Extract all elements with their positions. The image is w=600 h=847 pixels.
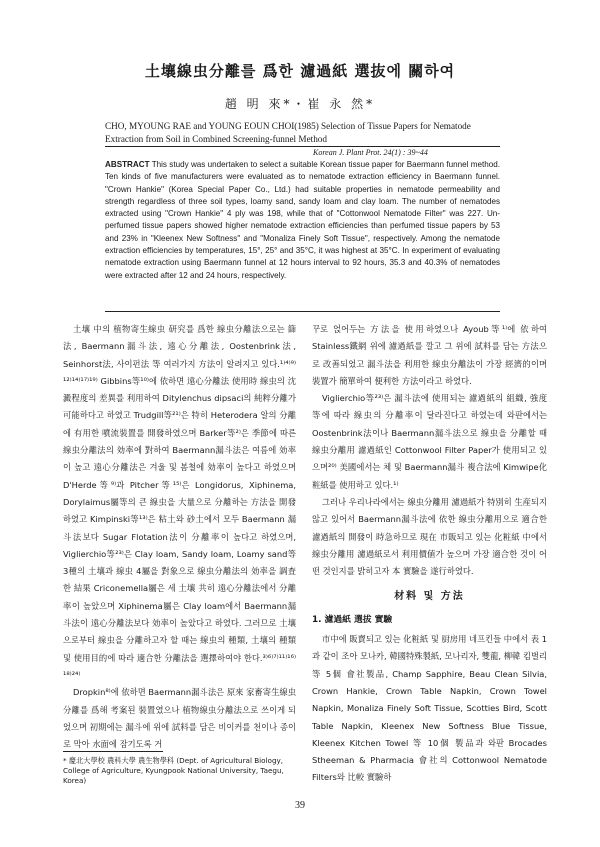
author-list: 趙 明 來*・崔 永 然* [224, 97, 376, 111]
journal-reference: Korean J. Plant Prot. 24(1) : 39~44 [313, 148, 428, 157]
left-column [63, 321, 296, 753]
body-paragraph: 市中에 販賣되고 있는 化粧紙 및 厨房用 네프킨들 中에서 表 1과 같이 조아 모나카, 韓國特殊製紙, 모나리자, 雙龍, 柳韓 킴벌리 等 5個 會社製品, Champ Sapphire, Beau Clean Silvia, Crown Hankie, Crown Table Napkin, Crown Towel Napkin, Monaliza Finely Soft Tissue, Scotties Bird, Scott Table Napkin, Kleenex New Softness Blue Tissue, Kleenex Kitchen Towel 等 10個 製品과 와판 Brocades Stheeman & Pharmacia 會社의 Cottonwool Nematode Filters와 比較 實驗하 [312, 634, 547, 783]
abstract-block [105, 159, 500, 282]
rule-top [105, 146, 500, 147]
right-column [312, 321, 547, 787]
footnote-rule [63, 751, 163, 752]
body-paragraph: Viglierchio等²³⁾은 漏斗法에 使用되는 濾過紙의 組織, 強度 等에 따라 線虫의 分離率이 달라진다고 하였는데 와판에서는 Oostenbrink法이나 Baermann漏斗法으로 線虫을 分離할 때 線虫分離用 濾過紙인 Cottonwool Filter Paper가 使用되고 있으며²⁰⁾ 美國에서는 체 및 Baermann漏斗 複合法에 Kimwipe化粧紙를 使用하고 있다.¹⁾ [312, 393, 547, 490]
abstract-text: This study was undertaken to select a suitable Korean tissue paper for Baermann funnel method. Ten kinds of five manufacturers were evaluated as to nematode extraction efficiency in Baermann funnel. "Crown Hankie" (Korea Special Paper Co., Ltd.) had suitable properties in nematode permeability and strength regardless of three soil types, loamy sand, sandy loam and clay loam. The number of nematodes extracted using "Crown Hankie" 4 ply was 198, while that of "Cottonwool Nematode Filter" was 227. Un-perfumed tissue papers showed higher nematode extraction efficiencies than perfumed tissue papers by 53 and 23% in "Kleenex New Softness" and "Monaliza Finely Soft Tissue", respectively. Among the nematode extraction efficiencies by temperatures, 15°, 25° and 35°C, it was highest at 35°C. In experiment of evaluating nematode extraction using Baermann funnel at 12 hours interval to 92 hours, 35.3 and 40.3% of nematodes were extracted after 12 and 24 hours, respectively. [105, 160, 500, 280]
body-paragraph: Dropkin⁸⁾에 依하면 Baermann漏斗法은 原來 家畜寄生線虫分離를 爲해 考案된 裝置였으나 植物線虫分離法으로 쓰이게 되었으며 初期에는 漏斗에 위에 試料를 담은 비이커를 천이나 종이로 막아 水面에 잠기도록 거 [63, 687, 296, 750]
section-heading: 材料 및 方法 [394, 591, 465, 603]
body-paragraph: 꾸로 얹어두는 方法을 使用하였으나 Ayoub等¹⁾에 依하여 Stainless鐵網 위에 濾過紙를 깔고 그 위에 試料를 담는 方法으로 改善되었고 漏斗法을 利用한 線虫分離法이 가장 經濟的이며 裝置가 簡單하여 便利한 方法이라고 하였다. [312, 324, 547, 386]
rule-bottom [105, 311, 500, 312]
abstract-label: ABSTRACT [105, 160, 150, 169]
body-paragraph: 土壤 中의 植物寄生線虫 研究를 爲한 線虫分離法으로는 篩法, Baermann漏斗法, 遠心分離法, Oostenbrink法, Seinhorst法, 사이펀法 等 여러가지 方法이 알려지고 있다.¹⁾⁴⁾⁹⁾¹²⁾¹⁴⁾¹⁷⁾¹⁹⁾ Gibbins等¹⁰⁾에 依하면 遠心分離法 使用時 線虫의 沈澱程度의 差異를 利用하여 Ditylenchus dipsaci의 純粹分離가 可能하다고 하였고 Trudgill等²¹⁾은 特히 Heterodera 알의 分離에 有用한 噴流裝置를 開發하였으며 Barker等²⁾은 季節에 따른 線虫分離法의 効率에 對하여 Baermann漏斗法은 여름에 効率이 높고 遠心分離法은 겨울 및 봄철에 効率이 높다고 하였으며 D'Herde等⁹⁾과 Pitcher等¹⁵⁾은 Longidorus, Xiphinema, Dorylaimus屬等의 큰 線虫을 大量으로 分離하는 方法을 開發하였고 Kimpinski等¹³⁾은 粘土와 砂土에서 모두 Baermann 漏斗法보다 Sugar Flotation法이 分離率이 높다고 하였으며, Viglierchio等²³⁾은 Clay loam, Sandy loam, Loamy sand等 3種의 土壤과 線虫 4屬을 對象으로 線虫分離法의 効率을 調査한 結果 Criconemella屬은 세 土壤 共히 遠心分離法에서 分離率이 높았으며 Xiphinema屬은 Clay loam에서 Baermann漏斗法이 遠心分離法보다 効率이 높았다고 하였다. 그러므로 土壤으로부터 線虫을 分離하고자 할 때는 線虫의 種類, 土壤의 種類 및 使用目的에 따라 適合한 分離法을 選擇하여야 한다.³⁾⁶⁾⁷⁾¹¹⁾¹⁶⁾¹⁸⁾²⁴⁾ [63, 324, 296, 680]
english-citation: CHO, MYOUNG RAE and YOUNG EOUN CHOI(1985) Selection of Tissue Papers for Nematode Extraction from Soil in Combined Screening-funnel Method [105, 121, 471, 144]
page-number: 39 [295, 800, 305, 811]
body-paragraph: 그러나 우리나라에서는 線虫分離用 濾過紙가 特別히 生産되지 않고 있어서 Baermann漏斗法에 依한 線虫分離用으로 適合한 濾過紙의 開發이 時急하므로 現在 市販되고 있는 化粧紙 中에서 線虫分離用 濾過紙로서 利用價値가 높으며 가장 適合한 것이 어떤 것인지를 밝히고자 本 實驗을 遂行하였다. [312, 496, 547, 577]
footnote: * 慶北大學校 農科大學 農生物學科 (Dept. of Agricultural Biology, College of Agriculture, Kyungpook National University, Taegu, Korea) [63, 756, 284, 785]
paper-title: 土壤線虫分離를 爲한 濾過紙 選抜에 關하여 [144, 62, 456, 80]
subsection-heading: 1. 濾過紙 選拔 實驗 [312, 614, 393, 625]
